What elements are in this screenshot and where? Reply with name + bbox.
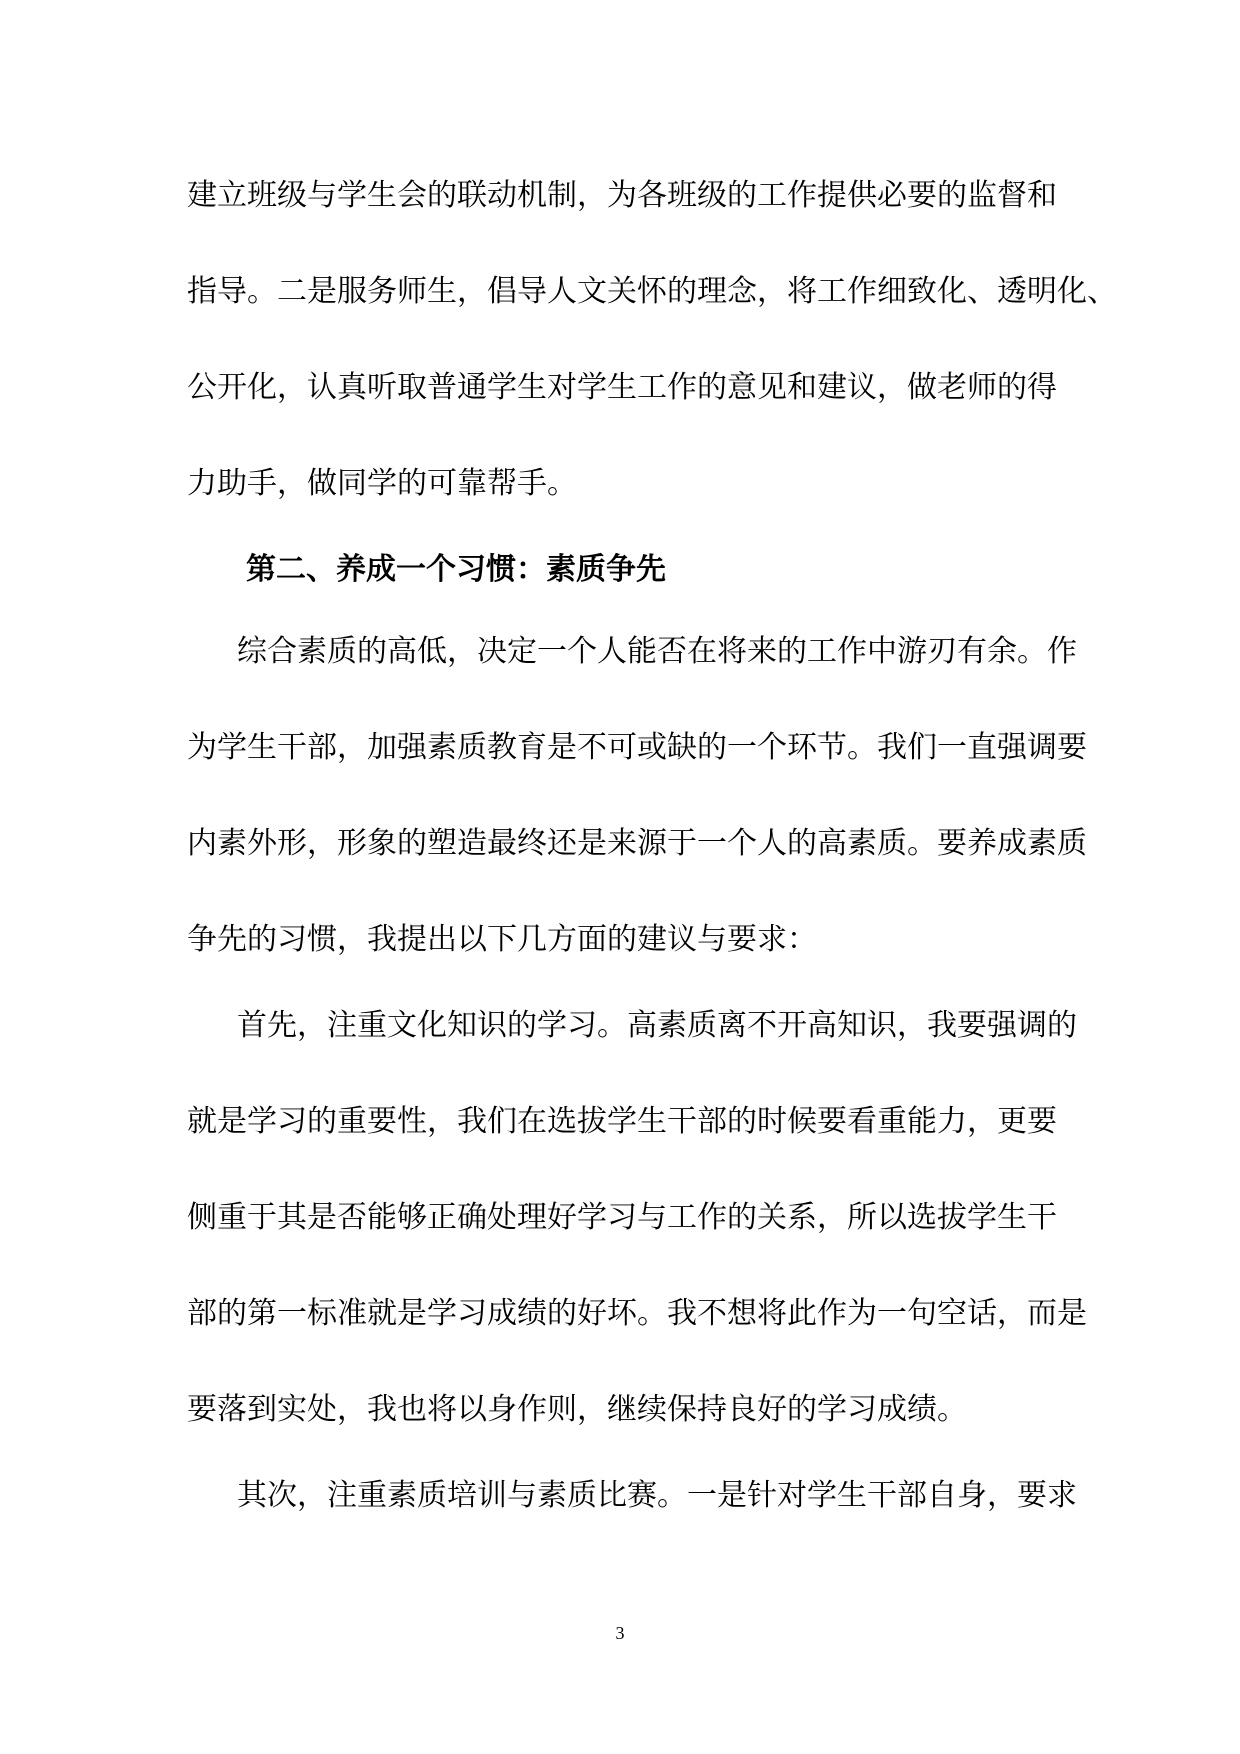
paragraph-line: 首先，注重文化知识的学习。高素质离不开高知识，我要强调的 [237,1008,1077,1043]
paragraph-line: 综合素质的高低，决定一个人能否在将来的工作中游刃有余。作 [237,634,1077,669]
paragraph-line: 要落到实处，我也将以身作则，继续保持良好的学习成绩。 [187,1392,967,1427]
paragraph-line: 部的第一标准就是学习成绩的好坏。我不想将此作为一句空话，而是 [187,1296,1087,1331]
paragraph-line: 侧重于其是否能够正确处理好学习与工作的关系，所以选拔学生干 [187,1200,1057,1235]
paragraph-line: 建立班级与学生会的联动机制，为各班级的工作提供必要的监督和 [187,178,1057,213]
paragraph-line: 其次，注重素质培训与素质比赛。一是针对学生干部自身，要求 [237,1478,1077,1513]
paragraph-line: 就是学习的重要性，我们在选拔学生干部的时候要看重能力，更要 [187,1104,1057,1139]
section-heading: 第二、养成一个习惯：素质争先 [246,552,666,587]
page-number: 3 [615,1623,625,1643]
paragraph-line: 公开化，认真听取普通学生对学生工作的意见和建议，做老师的得 [187,370,1057,405]
paragraph-line: 争先的习惯，我提出以下几方面的建议与要求： [187,922,817,957]
paragraph-line: 指导。二是服务师生，倡导人文关怀的理念，将工作细致化、透明化、 [187,274,1117,309]
paragraph-line: 为学生干部，加强素质教育是不可或缺的一个环节。我们一直强调要 [187,730,1087,765]
paragraph-line: 内素外形，形象的塑造最终还是来源于一个人的高素质。要养成素质 [187,826,1087,861]
paragraph-line: 力助手，做同学的可靠帮手。 [187,466,577,501]
